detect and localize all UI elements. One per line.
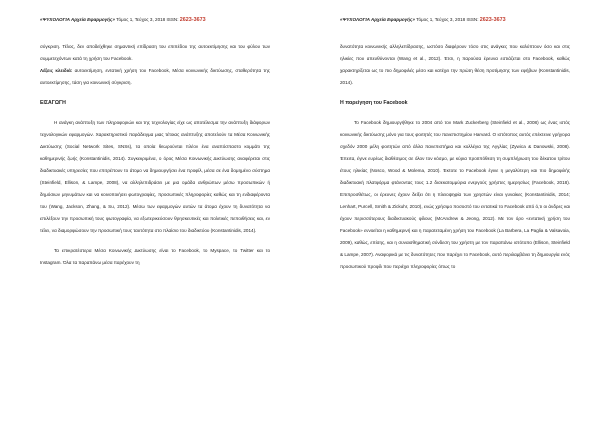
keywords-paragraph (40, 65, 270, 89)
right-page (300, 0, 600, 424)
continued-paragraph: δυνατότητα κοινωνικής αλληλεπίδρασης, ωστόσο διαφέρουν τόσο στις ανάγκες που καλύπτουν όσο και στις ηλικίες που απευθύνονται (Wang et al., 2012). Έτσι, η παρούσα έρευνα εστιάζεται στο Facebook, καθώς χαρακτηρίζεται ως το πιο δημοφιλές μέσο και κατέχει την πρώτη θέση προτίμησης των εφήβων (Konstantinidis, 2014). (340, 44, 570, 85)
issue-details: Τόμος 1, Τεύχος 3, 2018 ISSN: (416, 17, 479, 22)
intro-heading: ΕΙΣΑΓΩΓΗ (40, 100, 66, 106)
journal-title: «ΨΥΧΟΛΟΓΙΑ Αρχεία Εφαρμογής» (340, 17, 415, 22)
history-heading: Η παρείγηση του Facebook (340, 100, 408, 106)
abstract-ending: σύγκριση. Τέλος, δεν αποδείχθηκε σημαντική επίδραση του επιπέδου της αυτοεκτίμησης και του φύλου των συμμετεχόντων κατά τη χρήση του Facebook. (40, 44, 270, 61)
right-column (340, 41, 570, 273)
issue-details: Τόμος 1, Τεύχος 3, 2018 ISSN: (116, 17, 179, 22)
issn-number: 2623-3673 (479, 17, 506, 23)
keywords-text: αυτοεκτίμηση, εντατική χρήση του Facebook, Μέσα κοινωνικής δικτύωσης, σταθερότητα της αυτοεκτίμησης, τάση για κοινωνική σύγκριση. (40, 68, 270, 85)
left-column (40, 41, 270, 269)
keywords-label: Λέξεις κλειδιά: (40, 68, 73, 73)
page-header (40, 17, 206, 23)
journal-title: «ΨΥΧΟΛΟΓΙΑ Αρχεία Εφαρμογής» (40, 17, 115, 22)
intro-paragraph-1: Η ανάγκη ανάπτυξη των πληροφοριών και της τεχνολογίας είχε ως αποτέλεσμα την ανάπτυξη διάφορων τεχνολογικών εφαρμογών. Χαρακτηριστικό παράδειγμα μιας τέτοιας ανάπτυξης αποτελούν τα Μέσα Κοινωνικής Δικτύωσης (Social Network Sites, SNSs), τα οποία θεωρούνται πλέον ένα αναπόσπαστο κομμάτι της καθημερινής ζωής (Konstantinidis, 2014). Συγκεκριμένα, ο όρος Μέσα Κοινωνικής Δικτύωσης αναφέρεται στις διαδικτυακές υπηρεσίες που επιτρέπουν το άτομο να δημιουργήσει ένα προφίλ, μέσα σε ένα δομημένο σύστημα (Steinfield, Ellison, & Lampe, 2008), να αλληλεπιδράσει με μια ομάδα ανθρώπων μέσω προσωπικών ή δημόσιων μηνυμάτων και να κοινοποιήσει φωτογραφίες, προσωπικές πληροφορίες καθώς και τη ενδιαφέροντα του (Wang, Jackson, Zhang, & Su, 2012). Μέσω των εφαρμογών αυτών τα άτομα έχουν τη δυνατότητα να επιλέξουν την προσωπική τους φωτογραφία, να εξωτερικεύσουν θρησκευτικές και πολιτικές πεποιθήσεις και, εν τέλει, να διαμορφώσουν την προσωπική τους ταυτότητα στο πλαίσιο του διαδικτύου (Konstantinidis, 2014). (40, 120, 270, 233)
intro-paragraph-2: Τα επικρατέστερα Μέσα Κοινωνικής Δικτύωσης είναι το Facebook, το Myspace, το Twitter και το Instagram. Όλα τα παραπάνω μέσα παρέχουν τη (40, 248, 270, 265)
page-header (340, 17, 506, 23)
history-paragraph: Το Facebook δημιουργήθηκε το 2004 από τον Mark Zuckerberg (Steinfield et al., 2008) ως ένας ιστός κοινωνικής δικτύωσης μόνο για τους φοιτητές του πανεπιστημίου Harvard. Ο ιστότοπος αυτός επέκτεινε γρήγορα σχεδόν 2000 μέλη φοιτητών από άλλα πανεπιστήμια και κολλέγια της Αγγλίας (Zywica & Danowski, 2008). Έπειτα, έγινε ευρέως διαθέσιμος σε όλον τον κόσμο, με κύρια προϋπόθεση τη συμπλήρωση του δέκατου τρίτου έτους ηλικίας (Nosco, Wood & Molema, 2010). Έκτοτε το Facebook έγινε η μεγαλύτερη και πιο δημοφιλής διαδικτυακή πλατφόρμα φτάνοντας τους 1.2 δισεκατομμύρια ενεργούς χρήστες ημερησίως (Facebook, 2018). Επιπροσθέτως, οι έρευνες έχουν δείξει ότι η πλειοψηφία των χρηστών είναι γυναίκες (Konstantinidis, 2014; Lenhart, Purcell, Smith & Zickuhr, 2010), ενώς χρήσιμο ποσοστό του εντατικά το Facebook από ό,τι οι άνδρες και έχουν περισσότερους διαδικτυακούς φίλους (McAndrew & Jeong, 2012). Με τον όρο «εντατική χρήση του Facebook» εννοείται η καθημερινή και η παρατεταμένη χρήση του Facebook (La Barbera, La Paglia & Valsavoia, 2009), καθώς, επίσης, και η συναισθηματική σύνδεση του χρήστη με τον παραπάνω ιστότοπο (Ellison, Steinfield & Lampe, 2007). Αναφορικά με τις δυνατότητες που παρέχει το Facebook, αυτό περιλαμβάνει τη δημιουργία ενός προσωπικού προφίλ που περιέχει πληροφορίες όπως το (340, 120, 570, 269)
issn-number: 2623-3673 (179, 17, 206, 23)
